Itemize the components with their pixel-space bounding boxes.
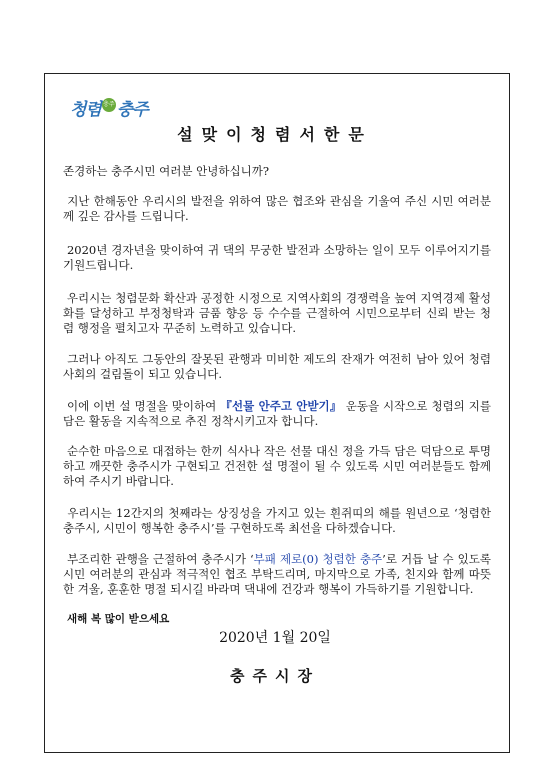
- campaign-highlight: 『선물 안주고 안받기』: [220, 399, 342, 413]
- paragraph-text: 부조리한 관행을 근절하여 충주시가 ‘: [67, 552, 254, 566]
- paragraph-text: 그러나 아직도 그동안의 잘못된 관행과 미비한 제도의 잔재가 여전히 남아 있어 청렴사회의 걸림돌이 되고 있습니다.: [63, 352, 492, 381]
- paragraph-text: 이에 이번 설 명절을 맞이하여: [66, 399, 221, 413]
- paragraph-text: ’로 거듭 날 수 있도록 시민 여러분의 관심과 적극적인 협조 부탁드리며, 마지막으로 가족, 친지와 함께 따뜻한 겨울, 훈훈한 명절 되시길 바라며 댁내에 건강과 행복이 가득하기를 기원합니다.: [63, 552, 491, 596]
- paragraph-text: 우리시는 청렴문화 확산과 공정한 시정으로 지역사회의 경쟁력을 높여 지역경제 활성화를 달성하고 부정청탁과 금품 향응 등 수수를 근절하여 시민으로부터 신뢰 받는 청렴 행정을 펼치고자 꾸준히 노력하고 있습니다.: [63, 291, 491, 335]
- greeting: 존경하는 충주시민 여러분 안녕하십니까?: [63, 164, 269, 178]
- logo-text-right: 충주: [116, 99, 148, 120]
- paragraph-newyear: [63, 243, 491, 273]
- paragraph-text: 순수한 마음으로 대접하는 한끼 식사나 작은 선물 대신 정을 가득 담은 덕담으로 투명하고 깨끗한 충주시가 구현되고 건전한 설 명절이 될 수 있도록 시민 여러분들도 함께하여 주시기 바랍니다.: [63, 444, 491, 488]
- paragraph-text: 지난 한해동안 우리시의 발전을 위하여 많은 협조와 관심을 기울여 주신 시민 여러분께 깊은 감사를 드립니다.: [63, 194, 492, 223]
- paragraph-campaign: [63, 399, 491, 429]
- logo-text-left: 청렴: [70, 99, 101, 120]
- letter-title: 설맞이청렴서한문: [177, 125, 373, 144]
- paragraph-year-goal: [63, 506, 491, 536]
- letter-date: 2020년 1월 20일: [219, 630, 331, 646]
- paragraph-text: 2020년 경자년을 맞이하여 귀 댁의 무궁한 발전과 소망하는 일이 모두 이루어지기를 기원드립니다.: [63, 243, 491, 272]
- city-logo: [70, 95, 148, 119]
- new-year-greeting: 새해 복 많이 받으세요: [67, 613, 170, 625]
- paragraph-integrity: [63, 291, 491, 336]
- signer-title: 충주시장: [230, 667, 320, 685]
- paragraph-text: 우리시는 12간지의 첫째라는 상징성을 가지고 있는 흰쥐띠의 해를 원년으로 ‘청렴한 충주시, 시민이 행복한 충주시’를 구현하도록 최선을 다하겠습니다.: [63, 506, 491, 535]
- paragraph-request: [63, 444, 491, 489]
- paragraph-obstacle: [63, 352, 491, 382]
- paragraph-closing-wish: [63, 552, 491, 597]
- slogan-highlight: 부패 제로(0) 청렴한 충주: [253, 552, 383, 566]
- logo-badge-icon: 충주: [102, 98, 116, 112]
- paragraph-text: 운동을 시작으로 청렴의 지를 담은 활동을 지속적으로 추진 정착시키고자 합니다.: [63, 399, 491, 428]
- paragraph-thanks: [63, 194, 491, 224]
